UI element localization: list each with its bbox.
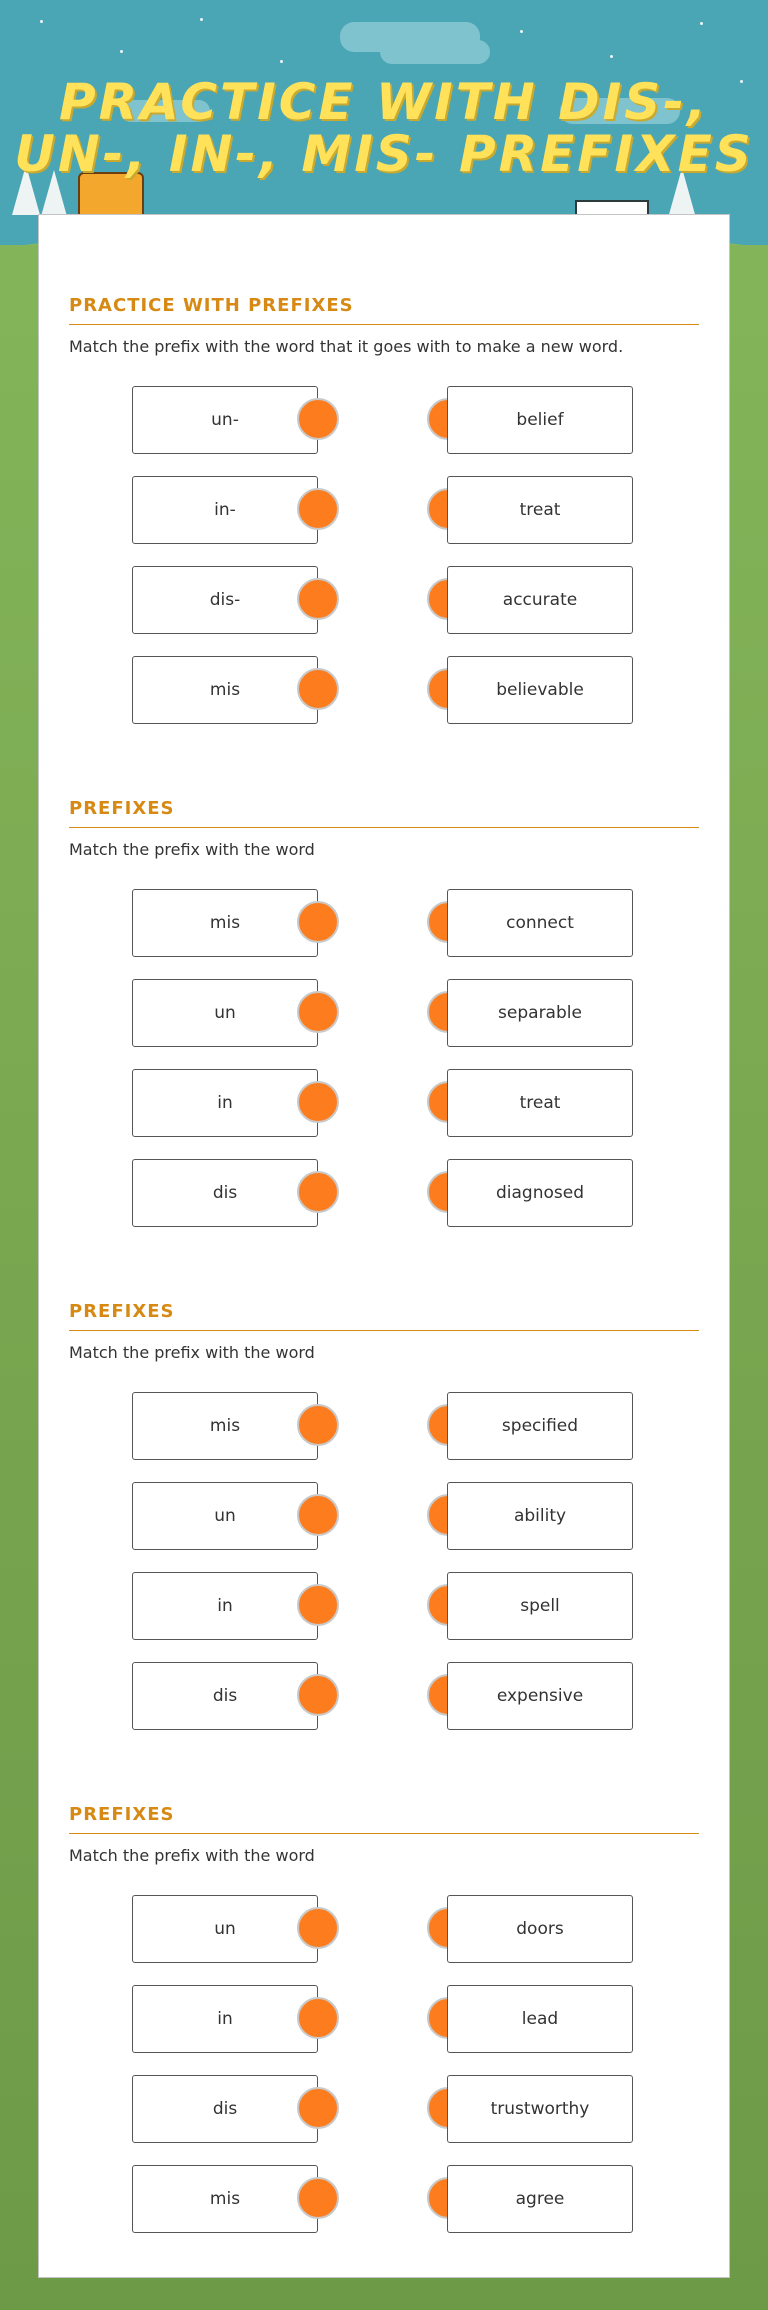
match-handle[interactable] <box>297 488 339 530</box>
prefix-box[interactable]: un <box>132 1895 318 1963</box>
word-box[interactable]: separable <box>447 979 633 1047</box>
match-row <box>69 979 699 1049</box>
match-handle[interactable] <box>297 901 339 943</box>
match-row <box>69 476 699 546</box>
worksheet-card <box>38 214 730 2278</box>
word-box[interactable]: spell <box>447 1572 633 1640</box>
word-box[interactable]: believable <box>447 656 633 724</box>
match-handle[interactable] <box>297 2177 339 2219</box>
word-box[interactable]: trustworthy <box>447 2075 633 2143</box>
section-instruction: Match the prefix with the word that it goes with to make a new word. <box>69 337 624 356</box>
match-handle[interactable] <box>297 1171 339 1213</box>
section-instruction: Match the prefix with the word <box>69 1846 315 1865</box>
match-row <box>69 1572 699 1642</box>
match-handle[interactable] <box>297 578 339 620</box>
match-row <box>69 889 699 959</box>
match-row <box>69 2075 699 2145</box>
match-row <box>69 1392 699 1462</box>
word-box[interactable]: belief <box>447 386 633 454</box>
star-decoration <box>700 22 703 25</box>
match-row <box>69 386 699 456</box>
section-instruction: Match the prefix with the word <box>69 1343 315 1362</box>
section-title: PRACTICE WITH PREFIXES <box>69 295 699 325</box>
matching-section <box>69 1301 699 1706</box>
star-decoration <box>610 55 613 58</box>
prefix-box[interactable]: in <box>132 1069 318 1137</box>
prefix-box[interactable]: mis <box>132 889 318 957</box>
word-box[interactable]: connect <box>447 889 633 957</box>
match-handle[interactable] <box>297 2087 339 2129</box>
section-title: PREFIXES <box>69 798 699 828</box>
match-row <box>69 1482 699 1552</box>
prefix-box[interactable]: in <box>132 1985 318 2053</box>
match-handle[interactable] <box>297 1081 339 1123</box>
prefix-box[interactable]: mis <box>132 2165 318 2233</box>
prefix-box[interactable]: in <box>132 1572 318 1640</box>
match-row <box>69 1069 699 1139</box>
cloud-decoration <box>380 40 490 64</box>
section-title: PREFIXES <box>69 1301 699 1331</box>
star-decoration <box>200 18 203 21</box>
match-handle[interactable] <box>297 1494 339 1536</box>
prefix-box[interactable]: dis <box>132 2075 318 2143</box>
match-handle[interactable] <box>297 1674 339 1716</box>
page-title: PRACTICE WITH DIS-, UN-, IN-, MIS- PREFIXES <box>14 73 754 183</box>
prefix-box[interactable]: dis- <box>132 566 318 634</box>
matching-section <box>69 295 699 700</box>
match-row <box>69 656 699 726</box>
match-row <box>69 1895 699 1965</box>
match-handle[interactable] <box>297 1907 339 1949</box>
prefix-box[interactable]: dis <box>132 1159 318 1227</box>
word-box[interactable]: accurate <box>447 566 633 634</box>
match-row <box>69 1985 699 2055</box>
star-decoration <box>520 30 523 33</box>
word-box[interactable]: agree <box>447 2165 633 2233</box>
prefix-box[interactable]: dis <box>132 1662 318 1730</box>
star-decoration <box>120 50 123 53</box>
word-box[interactable]: lead <box>447 1985 633 2053</box>
header-banner <box>0 0 768 245</box>
word-box[interactable]: treat <box>447 476 633 544</box>
match-handle[interactable] <box>297 668 339 710</box>
match-handle[interactable] <box>297 1997 339 2039</box>
prefix-box[interactable]: in- <box>132 476 318 544</box>
word-box[interactable]: ability <box>447 1482 633 1550</box>
match-row <box>69 1662 699 1732</box>
match-row <box>69 1159 699 1229</box>
match-row <box>69 2165 699 2235</box>
match-handle[interactable] <box>297 398 339 440</box>
word-box[interactable]: treat <box>447 1069 633 1137</box>
prefix-box[interactable]: un <box>132 979 318 1047</box>
match-handle[interactable] <box>297 1584 339 1626</box>
prefix-box[interactable]: un <box>132 1482 318 1550</box>
section-title: PREFIXES <box>69 1804 699 1834</box>
word-box[interactable]: specified <box>447 1392 633 1460</box>
match-handle[interactable] <box>297 991 339 1033</box>
prefix-box[interactable]: un- <box>132 386 318 454</box>
matching-section <box>69 798 699 1203</box>
prefix-box[interactable]: mis <box>132 656 318 724</box>
matching-section <box>69 1804 699 2209</box>
prefix-box[interactable]: mis <box>132 1392 318 1460</box>
word-box[interactable]: expensive <box>447 1662 633 1730</box>
word-box[interactable]: diagnosed <box>447 1159 633 1227</box>
word-box[interactable]: doors <box>447 1895 633 1963</box>
match-row <box>69 566 699 636</box>
match-handle[interactable] <box>297 1404 339 1446</box>
star-decoration <box>40 20 43 23</box>
star-decoration <box>280 60 283 63</box>
section-instruction: Match the prefix with the word <box>69 840 315 859</box>
